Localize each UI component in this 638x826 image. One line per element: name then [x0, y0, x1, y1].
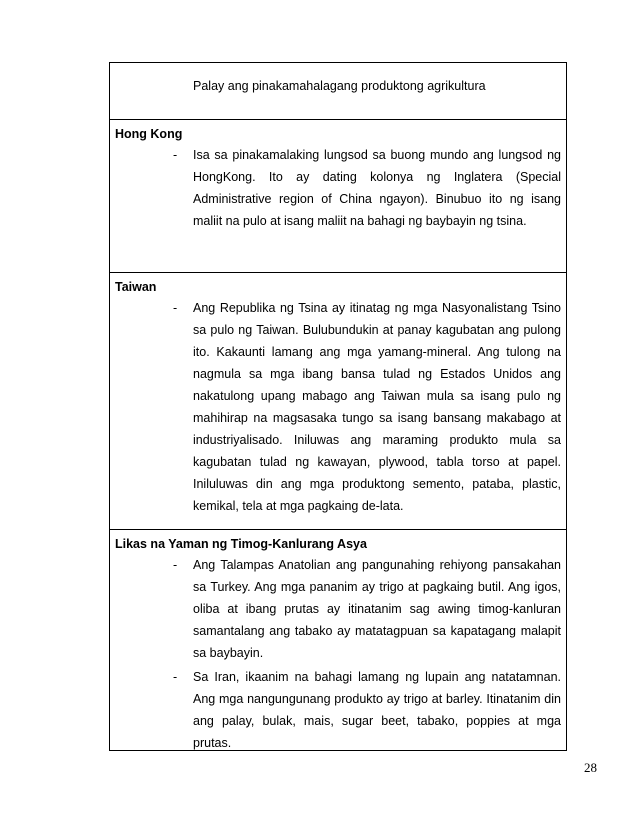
bullet-dash: -	[173, 148, 178, 162]
page-number: 28	[584, 760, 597, 775]
likas-yaman-bullet-turkey	[115, 554, 561, 664]
content-table	[109, 62, 567, 751]
hong-kong-text: Isa sa pinakamalaking lungsod sa buong mundo ang lungsod ng HongKong. Ito ay dating kolonya ng Inglatera (Special Administrative region of China ngayon). Binubuo ito ng isang maliit na pulo at isang maliit na bahagi ng baybayin ng tsina.	[193, 148, 561, 228]
table-row-hong-kong	[110, 120, 566, 273]
taiwan-heading: Taiwan	[115, 280, 157, 294]
table-row-taiwan	[110, 273, 566, 530]
likas-yaman-heading: Likas na Yaman ng Timog-Kanlurang Asya	[115, 537, 367, 551]
table-row-palay	[110, 63, 566, 120]
taiwan-bullet	[115, 297, 561, 517]
turkey-text: Ang Talampas Anatolian ang pangunahing rehiyong pansakahan sa Turkey. Ang mga pananim ay trigo at pagkaing butil. Ang igos, oliba at ibang prutas ay itinatanim sag awing timog-kanluran samantalang ang tabako ay matatagpuan sa kapatagang malapit sa baybayin.	[193, 558, 561, 660]
bullet-dash: -	[173, 558, 178, 572]
taiwan-text: Ang Republika ng Tsina ay itinatag ng mga Nasyonalistang Tsino sa pulo ng Taiwan. Bulubundukin at panay kagubatan ang pulong ito. Kakaunti lamang ang mga yamang-mineral. Ang tulong na nagmula sa mga ibang bansa tulad ng Estados Unidos ang nakatulong upang mabago ang Taiwan mula sa isang pulo ng mahihirap na magsasaka tungo sa isang bansang makabago at industriyalisado. Iniluwas ang maraming produkto mula sa kagubatan tulad ng kawayan, plywood, tabla torso at papel. Iniluluwas din ang mga produktong semento, pataba, plastic, kemikal, tela at mga pagkaing de-lata.	[193, 301, 561, 513]
hong-kong-heading: Hong Kong	[115, 127, 183, 141]
likas-yaman-bullet-iran	[115, 666, 561, 754]
palay-text: Palay ang pinakamahalagang produktong agrikultura	[193, 79, 486, 93]
table-row-likas-yaman	[110, 530, 566, 750]
bullet-dash: -	[173, 301, 178, 315]
bullet-dash: -	[173, 670, 178, 684]
hong-kong-bullet	[115, 144, 561, 232]
iran-text: Sa Iran, ikaanim na bahagi lamang ng lupain ang natatamnan. Ang mga nangungunang produkto ay trigo at barley. Itinatanim din ang palay, bulak, mais, sugar beet, tabako, poppies at mga prutas.	[193, 670, 561, 750]
